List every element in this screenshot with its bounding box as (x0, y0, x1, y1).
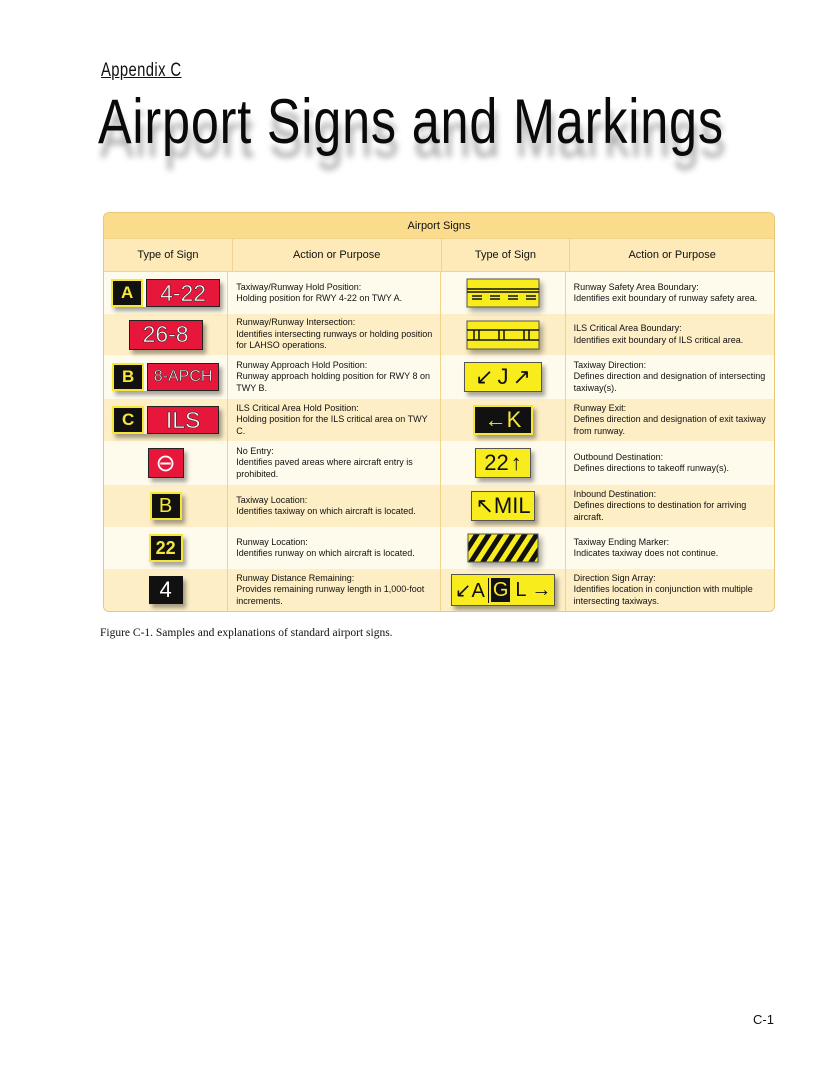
desc-title: Runway Distance Remaining: (236, 572, 355, 583)
description (566, 441, 774, 485)
desc-text: Indicates taxiway does not continue. (573, 548, 719, 558)
desc-text: Provides remaining runway length in 1,000-foot increments. (236, 584, 425, 606)
left-arrow-icon: ← (484, 407, 507, 432)
sign-cell (104, 399, 228, 441)
distance-remaining-sign (149, 576, 183, 604)
sign-text: 4-22 (146, 279, 220, 307)
desc-text: Defines direction and designation of exit taxiway from runway. (573, 414, 766, 436)
description (566, 569, 774, 611)
description (566, 355, 774, 399)
desc-title: Taxiway Location: (236, 494, 308, 505)
table-row (104, 272, 774, 314)
sign-text: L (515, 578, 526, 601)
desc-title: Runway Exit: (573, 402, 627, 413)
page-number: C-1 (753, 1012, 774, 1027)
inbound-destination-sign (471, 491, 535, 521)
description (228, 355, 441, 399)
outbound-destination-sign (475, 448, 531, 478)
sign-text: B (158, 494, 173, 517)
taxiway-direction-sign (464, 362, 542, 392)
desc-text: Holding position for the ILS critical area on TWY C. (236, 414, 428, 436)
ils-hold-sign-c (112, 406, 219, 434)
taxiway-ending-marker-sign (467, 533, 539, 563)
ils-critical-area-boundary-sign (466, 320, 540, 350)
desc-text: Identifies taxiway on which aircraft is located. (236, 506, 416, 516)
desc-text: Identifies paved areas where aircraft entry is prohibited. (236, 457, 413, 479)
table-row (104, 355, 774, 399)
runway-location-sign (149, 534, 183, 562)
desc-title: Outbound Destination: (573, 451, 664, 462)
desc-title: Runway Approach Hold Position: (236, 359, 368, 370)
desc-text: Identifies location in conjunction with multiple intersecting taxiways. (573, 584, 753, 606)
sign-cell (441, 441, 565, 485)
desc-title: ILS Critical Area Hold Position: (236, 402, 359, 413)
description (228, 485, 441, 527)
taxiway-location-sign (150, 492, 182, 520)
description (228, 569, 441, 611)
up-arrow-icon: ↑ (510, 450, 522, 475)
table-row (104, 314, 774, 355)
sign-text: MIL (493, 493, 531, 518)
down-left-arrow-icon: ↙ (475, 364, 494, 389)
down-left-arrow-icon: ↙ (454, 579, 472, 602)
sign-text: J (497, 364, 509, 389)
taxiway-l-direction (512, 579, 554, 602)
sign-cell (441, 314, 565, 355)
sign-cell (441, 355, 565, 399)
sign-cell (441, 527, 565, 569)
approach-hold-sign-b-8-apch (112, 363, 219, 391)
col-action-left: Action or Purpose (233, 239, 442, 271)
description (228, 272, 441, 314)
page-title: Airport Signs and Markings (98, 87, 724, 157)
runway-safety-area-boundary-sign (466, 278, 540, 308)
no-entry-icon: ⊖ (155, 449, 176, 477)
sign-cell (104, 441, 228, 485)
desc-title: Taxiway Ending Marker: (573, 536, 670, 547)
runway-intersection-sign-26-8 (129, 320, 203, 350)
description (566, 272, 774, 314)
desc-title: Runway Location: (236, 536, 308, 547)
location-g: G (489, 576, 513, 604)
sign-cell (441, 272, 565, 314)
col-type-right: Type of Sign (442, 239, 571, 271)
desc-text: Identifies intersecting runways or holding position for LAHSO operations. (236, 328, 433, 351)
desc-title: Taxiway Direction: (573, 359, 647, 370)
sign-text: 26-8 (129, 320, 203, 350)
table-row (104, 485, 774, 527)
description (228, 527, 441, 569)
desc-text: Defines directions to destination for arriving aircraft. (573, 500, 747, 522)
sign-text: ILS (147, 406, 219, 434)
sign-cell (441, 569, 565, 611)
sign-text: 22 (155, 537, 176, 558)
direction-sign-array (451, 574, 556, 606)
taxiway-a-direction (452, 578, 489, 603)
sign-text: 22 (484, 450, 509, 475)
runway-exit-sign (473, 405, 533, 435)
desc-title: Taxiway/Runway Hold Position: (236, 281, 362, 292)
col-action-right: Action or Purpose (628, 249, 716, 261)
sign-letter: C (112, 406, 144, 434)
table-row (104, 527, 774, 569)
description (566, 399, 774, 441)
figure-caption: Figure C-1. Samples and explanations of standard airport signs. (100, 627, 393, 639)
desc-title: Direction Sign Array: (573, 572, 656, 583)
desc-title: Runway/Runway Intersection: (236, 317, 356, 328)
desc-text: Holding position for RWY 4-22 on TWY A. (236, 293, 403, 303)
up-right-arrow-icon: ↗ (512, 364, 531, 389)
sign-cell (104, 355, 228, 399)
desc-title: Runway Safety Area Boundary: (573, 281, 699, 292)
sign-text: 4 (159, 577, 172, 602)
col-type-left: Type of Sign (104, 239, 233, 271)
sign-cell (104, 485, 228, 527)
sign-cell (104, 569, 228, 611)
sign-cell (441, 485, 565, 527)
no-entry-sign (148, 448, 184, 478)
desc-title: Inbound Destination: (573, 488, 657, 499)
description (566, 527, 774, 569)
desc-title: ILS Critical Area Boundary: (573, 323, 682, 333)
sign-cell (441, 399, 565, 441)
airport-signs-table (103, 212, 775, 612)
sign-text: A (471, 579, 485, 602)
column-headers (104, 239, 774, 272)
desc-text: Defines directions to takeoff runway(s). (573, 463, 730, 473)
hold-position-sign-a-4-22 (111, 279, 220, 307)
table-row (104, 569, 774, 611)
sign-letter: B (112, 363, 144, 391)
table-banner: Airport Signs (104, 213, 774, 239)
right-arrow-icon: → (531, 578, 552, 601)
up-left-arrow-icon: ↖ (475, 493, 494, 518)
sign-cell (104, 314, 228, 355)
sign-letter: A (111, 279, 143, 307)
description (566, 485, 774, 527)
desc-text: Identifies exit boundary of runway safety area. (573, 293, 758, 303)
description (566, 314, 774, 355)
description (228, 441, 441, 485)
appendix-label: Appendix C (101, 60, 182, 81)
sign-text: 8-APCH (147, 363, 219, 391)
table-row (104, 399, 774, 441)
description (228, 314, 441, 355)
description (228, 399, 441, 441)
table-row (104, 441, 774, 485)
sign-text: K (506, 407, 522, 432)
sign-cell (104, 527, 228, 569)
desc-text: Identifies runway on which aircraft is located. (236, 548, 415, 558)
desc-text: Runway approach holding position for RWY 8 on TWY B. (236, 371, 430, 393)
desc-text: Defines direction and designation of intersecting taxiway(s). (573, 371, 766, 393)
sign-cell (104, 272, 228, 314)
desc-title: No Entry: (236, 445, 274, 456)
desc-text: Identifies exit boundary of ILS critical area. (573, 334, 744, 345)
